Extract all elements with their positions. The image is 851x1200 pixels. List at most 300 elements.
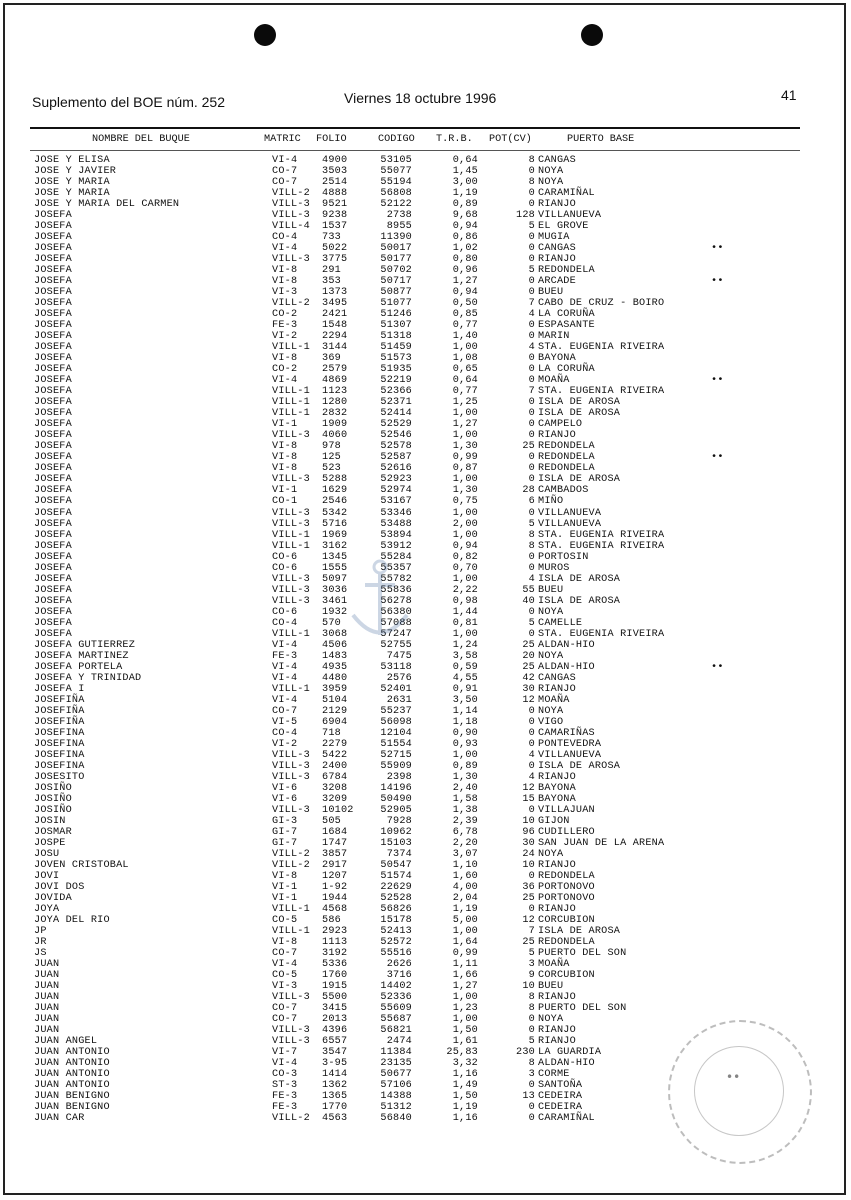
matric: VILL-1 [272, 683, 310, 695]
trb: 1,16 [452, 1069, 478, 1081]
vessel-name: JOSEFINA [34, 727, 85, 739]
pot-cv: 128 [516, 210, 535, 222]
matric: VI-1 [272, 893, 298, 905]
matric: VI-8 [272, 937, 298, 949]
vessel-name: JUAN ANTONIO [34, 1047, 110, 1059]
folio: 6784 [322, 771, 348, 783]
mark: •• [711, 661, 724, 673]
folio: 3-95 [322, 1058, 348, 1070]
vessel-name: JOSMAR [34, 826, 72, 838]
matric: VILL-3 [272, 584, 310, 596]
trb: 0,70 [452, 562, 478, 574]
matric: FE-3 [272, 650, 298, 662]
matric: VI-4 [272, 672, 298, 684]
folio: 2294 [322, 331, 348, 343]
folio: 978 [322, 441, 341, 453]
codigo: 52974 [380, 485, 412, 497]
trb: 1,45 [452, 166, 478, 178]
vessel-name: JOSPE [34, 837, 66, 849]
puerto-base: RIANJO [538, 199, 576, 211]
vessel-name: JOSEFA MARTINEZ [34, 650, 129, 662]
pot-cv: 10 [522, 815, 535, 827]
puerto-base: RIANJO [538, 683, 576, 695]
table-row [0, 287, 851, 298]
matric: VILL-3 [272, 992, 310, 1004]
vessel-name: JOSEFA [34, 397, 72, 409]
folio: 1414 [322, 1069, 348, 1081]
trb: 1,19 [452, 188, 478, 200]
vessel-name: JOSEFIÑA [34, 716, 85, 728]
codigo: 53912 [380, 540, 412, 552]
trb: 1,00 [452, 507, 478, 519]
puerto-base: ISLA DE AROSA [538, 573, 621, 585]
pot-cv: 7 [528, 298, 535, 310]
matric: VILL-1 [272, 628, 310, 640]
table-row [0, 254, 851, 265]
vessel-name: JOSEFA [34, 507, 72, 519]
folio: 5500 [322, 992, 348, 1004]
vessel-name: JOVIDA [34, 893, 72, 905]
puerto-base: REDONDELA [538, 871, 595, 883]
matric: CO-3 [272, 1069, 298, 1081]
puerto-base: ARCADE [538, 276, 576, 288]
puerto-base: NOYA [538, 848, 564, 860]
puerto-base: ISLA DE AROSA [538, 760, 621, 772]
column-rule [30, 150, 800, 151]
folio: 1760 [322, 970, 348, 982]
table-row [0, 959, 851, 970]
vessel-name: JOSE Y MARIA DEL CARMEN [34, 199, 180, 211]
table-row [0, 706, 851, 717]
matric: VILL-1 [272, 386, 310, 398]
trb: 1,50 [452, 1091, 478, 1103]
vessel-name: JOSEFA [34, 573, 72, 585]
table-row [0, 816, 851, 827]
codigo: 53118 [380, 661, 412, 673]
pot-cv: 0 [528, 331, 535, 343]
table-row [0, 508, 851, 519]
pot-cv: 25 [522, 441, 535, 453]
codigo: 57247 [380, 628, 412, 640]
trb: 6,78 [452, 826, 478, 838]
codigo: 52572 [380, 937, 412, 949]
pot-cv: 25 [522, 661, 535, 673]
table-row [0, 607, 851, 618]
trb: 0,98 [452, 595, 478, 607]
matric: VILL-4 [272, 221, 310, 233]
vessel-name: JOSEFA [34, 364, 72, 376]
puerto-base: CARAMIÑAL [538, 188, 595, 200]
folio: 5336 [322, 959, 348, 971]
puerto-base: STA. EUGENIA RIVEIRA [538, 540, 665, 552]
codigo: 56826 [380, 904, 412, 916]
trb: 5,00 [452, 915, 478, 927]
pot-cv: 0 [528, 419, 535, 431]
folio: 586 [322, 915, 341, 927]
matric: VILL-1 [272, 397, 310, 409]
matric: VILL-3 [272, 771, 310, 783]
vessel-name: JOSEFA [34, 529, 72, 541]
codigo: 56808 [380, 188, 412, 200]
table-row [0, 915, 851, 926]
matric: CO-4 [272, 232, 298, 244]
vessel-name: JUAN [34, 992, 60, 1004]
trb: 1,00 [452, 474, 478, 486]
vessel-name: JOSEFA [34, 496, 72, 508]
table-row [0, 552, 851, 563]
codigo: 51574 [380, 871, 412, 883]
vessel-name: JUAN [34, 1014, 60, 1026]
vessel-name: JOSE Y JAVIER [34, 166, 117, 178]
matric: VI-8 [272, 441, 298, 453]
codigo: 14402 [380, 981, 412, 993]
matric: VILL-2 [272, 860, 310, 871]
matric: VI-5 [272, 716, 298, 728]
pot-cv: 25 [522, 639, 535, 651]
trb: 1,27 [452, 419, 478, 431]
vessel-name: JUAN [34, 959, 60, 971]
trb: 1,27 [452, 981, 478, 993]
trb: 2,00 [452, 518, 478, 530]
trb: 1,66 [452, 970, 478, 982]
table-row [0, 353, 851, 364]
folio: 6557 [322, 1036, 348, 1048]
vessel-name: JUAN BENIGNO [34, 1091, 110, 1103]
trb: 2,20 [452, 837, 478, 849]
puerto-base: BUEU [538, 584, 564, 596]
matric: CO-5 [272, 915, 298, 927]
puerto-base: RIANJO [538, 430, 576, 442]
matric: ST-3 [272, 1080, 298, 1092]
matric: FE-3 [272, 1102, 298, 1114]
vessel-name: JOSEFA [34, 265, 72, 277]
matric: VI-4 [272, 639, 298, 651]
matric: VI-1 [272, 419, 298, 431]
trb: 0,59 [452, 661, 478, 673]
puerto-base: REDONDELA [538, 937, 595, 949]
col-trb: T.R.B. [436, 134, 473, 145]
vessel-name: JOVI DOS [34, 882, 85, 894]
codigo: 50547 [380, 860, 412, 871]
table-row [0, 761, 851, 772]
folio: 1915 [322, 981, 348, 993]
table-row [0, 772, 851, 783]
pot-cv: 10 [522, 860, 535, 871]
pot-cv: 0 [528, 463, 535, 475]
codigo: 53894 [380, 529, 412, 541]
vessel-table [0, 155, 851, 1124]
matric: VILL-3 [272, 474, 310, 486]
vessel-name: JR [34, 937, 47, 949]
vessel-name: JOSIN [34, 815, 66, 827]
matric: VI-2 [272, 331, 298, 343]
pot-cv: 0 [528, 1025, 535, 1037]
codigo: 52401 [380, 683, 412, 695]
trb: 0,89 [452, 760, 478, 772]
codigo: 52336 [380, 992, 412, 1004]
puerto-base: CORCUBION [538, 970, 595, 982]
pot-cv: 0 [528, 397, 535, 409]
codigo: 56098 [380, 716, 412, 728]
matric: VILL-3 [272, 573, 310, 585]
col-matric: MATRIC [264, 134, 301, 145]
folio: 2400 [322, 760, 348, 772]
pot-cv: 6 [528, 496, 535, 508]
puerto-base: CABO DE CRUZ - BOIRO [538, 298, 665, 310]
trb: 2,39 [452, 815, 478, 827]
codigo: 56821 [380, 1025, 412, 1037]
codigo: 50717 [380, 276, 412, 288]
codigo: 8955 [386, 221, 412, 233]
pot-cv: 15 [522, 793, 535, 805]
puerto-base: ISLA DE AROSA [538, 408, 621, 420]
pot-cv: 0 [528, 804, 535, 816]
pot-cv: 5 [528, 265, 535, 277]
vessel-name: JOSEFA [34, 276, 72, 288]
codigo: 55357 [380, 562, 412, 574]
table-row [0, 530, 851, 541]
trb: 0,90 [452, 727, 478, 739]
folio: 2579 [322, 364, 348, 376]
trb: 0,80 [452, 254, 478, 266]
trb: 2,22 [452, 584, 478, 596]
stamp-mark: •• [726, 1070, 741, 1084]
codigo: 3716 [386, 970, 412, 982]
trb: 1,00 [452, 992, 478, 1004]
trb: 1,00 [452, 628, 478, 640]
folio: 1684 [322, 826, 348, 838]
codigo: 57106 [380, 1080, 412, 1092]
folio: 733 [322, 232, 341, 244]
table-row [0, 893, 851, 904]
vessel-name: JUAN [34, 970, 60, 982]
pot-cv: 8 [528, 992, 535, 1004]
matric: VI-4 [272, 661, 298, 673]
trb: 0,77 [452, 386, 478, 398]
matric: CO-7 [272, 1003, 298, 1015]
puerto-base: CANGAS [538, 672, 576, 684]
puerto-base: SAN JUAN DE LA ARENA [538, 837, 665, 849]
pot-cv: 0 [528, 232, 535, 244]
table-row [0, 618, 851, 629]
folio: 3208 [322, 782, 348, 794]
matric: VI-3 [272, 981, 298, 993]
vessel-name: JOSE Y MARIA [34, 188, 110, 200]
folio: 9521 [322, 199, 348, 211]
matric: VILL-3 [272, 507, 310, 519]
matric: VI-7 [272, 1047, 298, 1059]
puerto-base: RIANJO [538, 860, 576, 871]
folio: 1932 [322, 606, 348, 618]
folio: 1-92 [322, 882, 348, 894]
puerto-base: CEDEIRA [538, 1102, 583, 1114]
trb: 1,00 [452, 529, 478, 541]
folio: 1362 [322, 1080, 348, 1092]
matric: VILL-1 [272, 529, 310, 541]
trb: 1,38 [452, 804, 478, 816]
codigo: 55284 [380, 551, 412, 563]
puerto-base: ISLA DE AROSA [538, 926, 621, 938]
pot-cv: 36 [522, 882, 535, 894]
puerto-base: RIANJO [538, 771, 576, 783]
pot-cv: 3 [528, 959, 535, 971]
folio: 3775 [322, 254, 348, 266]
folio: 4888 [322, 188, 348, 200]
trb: 1,08 [452, 353, 478, 365]
puerto-base: PORTONOVO [538, 893, 595, 905]
trb: 1,49 [452, 1080, 478, 1092]
pot-cv: 0 [528, 188, 535, 200]
pot-cv: 24 [522, 848, 535, 860]
codigo: 52587 [380, 452, 412, 464]
puerto-base: CAMARIÑAS [538, 727, 595, 739]
codigo: 52413 [380, 926, 412, 938]
puerto-base: MOAÑA [538, 694, 570, 706]
table-row [0, 750, 851, 761]
table-row [0, 783, 851, 794]
codigo: 2626 [386, 959, 412, 971]
table-row [0, 882, 851, 893]
pot-cv: 8 [528, 1003, 535, 1015]
matric: VILL-3 [272, 518, 310, 530]
matric: VILL-2 [272, 1113, 310, 1125]
pot-cv: 4 [528, 573, 535, 585]
table-row [0, 574, 851, 585]
trb: 1,00 [452, 1014, 478, 1026]
folio: 2013 [322, 1014, 348, 1026]
pot-cv: 42 [522, 672, 535, 684]
col-pot: POT(CV) [489, 134, 532, 145]
vessel-name: JOSEFA [34, 232, 72, 244]
trb: 9,68 [452, 210, 478, 222]
puerto-base: VILLANUEVA [538, 210, 602, 222]
matric: VILL-3 [272, 430, 310, 442]
matric: VI-8 [272, 276, 298, 288]
puerto-base: ISLA DE AROSA [538, 595, 621, 607]
trb: 1,00 [452, 573, 478, 585]
matric: VILL-3 [272, 804, 310, 816]
pot-cv: 0 [528, 430, 535, 442]
pot-cv: 7 [528, 386, 535, 398]
table-row [0, 430, 851, 441]
vessel-name: JOSEFA [34, 353, 72, 365]
trb: 0,85 [452, 309, 478, 321]
puerto-base: RIANJO [538, 992, 576, 1004]
folio: 1555 [322, 562, 348, 574]
table-row [0, 904, 851, 915]
pot-cv: 0 [528, 628, 535, 640]
pot-cv: 8 [528, 177, 535, 189]
vessel-name: JOSEFA [34, 606, 72, 618]
vessel-name: JOSIÑO [34, 782, 72, 794]
matric: VI-8 [272, 871, 298, 883]
table-row [0, 221, 851, 232]
mark: •• [711, 452, 724, 464]
pot-cv: 0 [528, 1080, 535, 1092]
trb: 0,94 [452, 287, 478, 299]
puerto-base: ALDAN-HIO [538, 1058, 595, 1070]
codigo: 2738 [386, 210, 412, 222]
folio: 4060 [322, 430, 348, 442]
vessel-name: JOSEFA [34, 210, 72, 222]
trb: 1,64 [452, 937, 478, 949]
puerto-base: MUGIA [538, 232, 570, 244]
matric: VI-8 [272, 463, 298, 475]
matric: VILL-3 [272, 199, 310, 211]
matric: VI-8 [272, 265, 298, 277]
publication-title: Suplemento del BOE núm. 252 [32, 94, 226, 110]
vessel-name: JOSEFA [34, 617, 72, 629]
puerto-base: NOYA [538, 705, 564, 717]
matric: CO-7 [272, 166, 298, 178]
table-row [0, 695, 851, 706]
vessel-name: JOSEFA [34, 430, 72, 442]
codigo: 11384 [380, 1047, 412, 1059]
pot-cv: 0 [528, 606, 535, 618]
folio: 4396 [322, 1025, 348, 1037]
puerto-base: STA. EUGENIA RIVEIRA [538, 529, 665, 541]
table-row [0, 188, 851, 199]
pot-cv: 0 [528, 408, 535, 420]
vessel-name: JUAN ANGEL [34, 1036, 98, 1048]
trb: 1,18 [452, 716, 478, 728]
codigo: 2398 [386, 771, 412, 783]
table-row [0, 981, 851, 992]
puerto-base: REDONDELA [538, 265, 595, 277]
trb: 0,94 [452, 540, 478, 552]
puerto-base: MOAÑA [538, 375, 570, 387]
vessel-name: JOSEFA [34, 419, 72, 431]
folio: 1123 [322, 386, 348, 398]
puerto-base: RIANJO [538, 1036, 576, 1048]
table-row [0, 386, 851, 397]
vessel-name: JOSEFA [34, 287, 72, 299]
puerto-base: VILLANUEVA [538, 507, 602, 519]
matric: VILL-1 [272, 408, 310, 420]
folio: 3209 [322, 793, 348, 805]
table-row [0, 265, 851, 276]
table-row [0, 331, 851, 342]
table-row [0, 364, 851, 375]
codigo: 50490 [380, 793, 412, 805]
table-row [0, 199, 851, 210]
pot-cv: 25 [522, 893, 535, 905]
table-row [0, 232, 851, 243]
trb: 1,40 [452, 331, 478, 343]
table-row [0, 298, 851, 309]
matric: VILL-3 [272, 1025, 310, 1037]
folio: 125 [322, 452, 341, 464]
codigo: 7475 [386, 650, 412, 662]
pot-cv: 28 [522, 485, 535, 497]
trb: 1,27 [452, 276, 478, 288]
pot-cv: 0 [528, 375, 535, 387]
pot-cv: 0 [528, 871, 535, 883]
pot-cv: 0 [528, 254, 535, 266]
codigo: 55237 [380, 705, 412, 717]
vessel-name: JOSEFA [34, 298, 72, 310]
table-row [0, 177, 851, 188]
pot-cv: 0 [528, 452, 535, 464]
puerto-base: BAYONA [538, 782, 576, 794]
table-row [0, 926, 851, 937]
vessel-name: JOSEFA [34, 551, 72, 563]
matric: VILL-2 [272, 298, 310, 310]
pot-cv: 8 [528, 155, 535, 166]
matric: CO-5 [272, 970, 298, 982]
vessel-name: JUAN ANTONIO [34, 1080, 110, 1092]
matric: CO-7 [272, 177, 298, 189]
